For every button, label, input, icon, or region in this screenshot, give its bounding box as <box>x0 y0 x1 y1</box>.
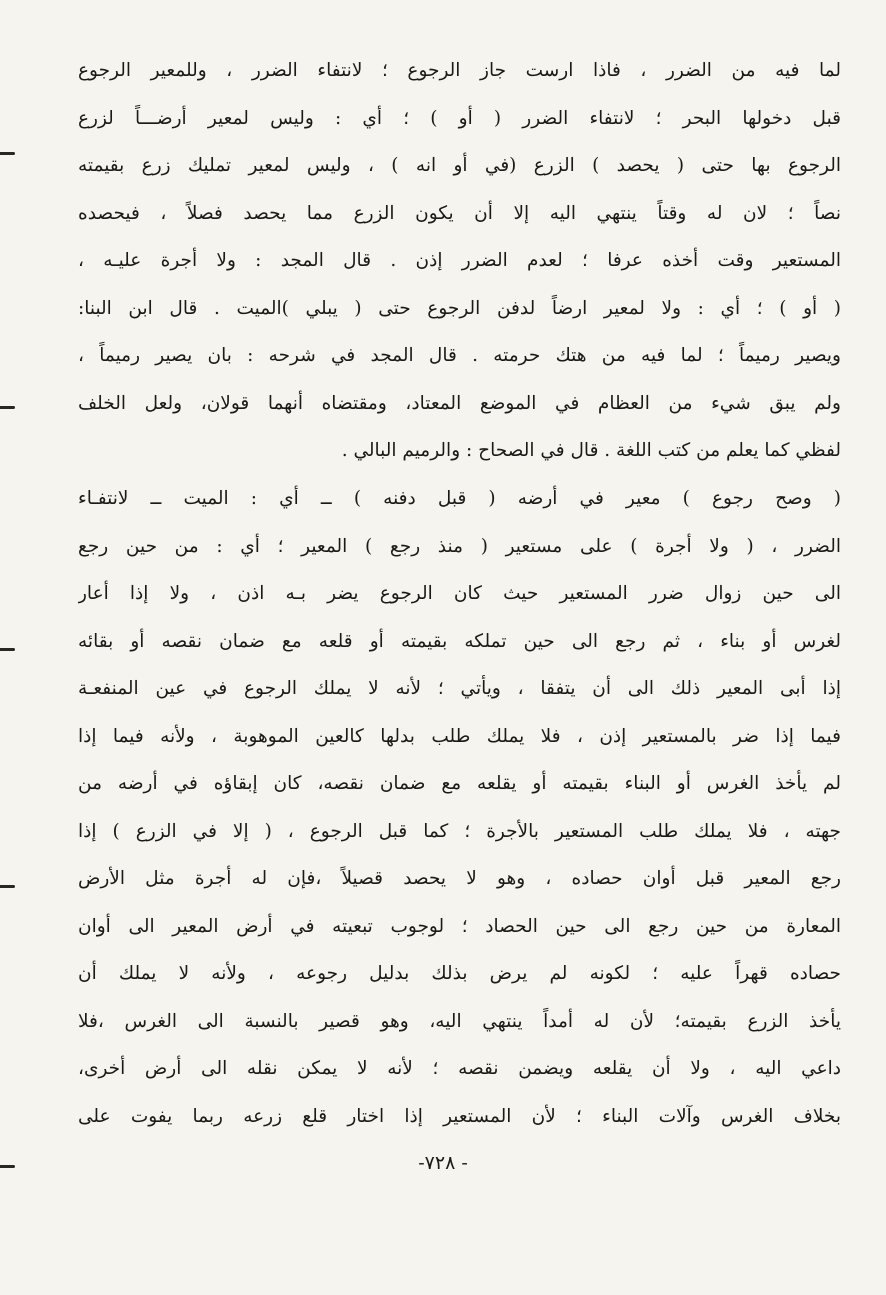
text-line: إذا أبى المعير ذلك الى أن يتفقا ، ويأتي ؛ لأنه لا يملك الرجوع في عين المنفعـة <box>78 678 841 699</box>
paragraph-2 <box>78 475 841 1140</box>
text-line: لما فيه من الضرر ، فاذا ارست جاز الرجوع ؛ لانتفاء الضرر ، وللمعير الرجوع <box>78 60 841 81</box>
text-line: الرجوع بها حتى ( يحصد ) الزرع (في أو انه ) ، وليس لمعير تمليك زرع بقيمته <box>78 155 841 176</box>
text-line: ( أو ) ؛ أي : ولا لمعير ارضاً لدفن الرجوع حتى ( يبلي )الميت . قال ابن البنا: <box>78 297 841 319</box>
text-line: ويصير رميماً ؛ لما فيه من هتك حرمته . قال المجد في شرحه : بان يصير رميماً ، <box>78 345 841 366</box>
text-line: لغرس أو بناء ، ثم رجع الى حين تملكه بقيمته أو قلعه مع ضمان نقصه أو بقائه <box>78 630 841 652</box>
text-line: بخلاف الغرس وآلات البناء ؛ لأن المستعير إذا اختار قلع زرعه ربما يفوت على <box>78 1105 841 1127</box>
text-line: حصاده قهراً عليه ؛ لكونه لم يرض بذلك بدليل رجوعه ، ولأنه لا يملك أن <box>78 963 841 984</box>
text-line: الضرر ، ( ولا أجرة ) على مستعير ( منذ رجع ) المعير ؛ أي : من حين رجع <box>78 535 841 557</box>
scan-margin-mark <box>0 406 15 409</box>
text-line: المستعير وقت أخذه عرفا ؛ لعدم الضرر إذن . قال المجد : ولا أجرة عليـه ، <box>78 250 841 271</box>
text-line: فيما إذا ضر بالمستعير إذن ، فلا يملك طلب بدلها كالعين الموهوبة ، ولأنه فيما إذا <box>78 725 841 747</box>
text-line: يأخذ الزرع بقيمته؛ لأن له أمداً ينتهي اليه، وهو قصير بالنسبة الى الغرس ،فلا <box>78 1010 841 1032</box>
text-line: ( وصح رجوع ) معير في أرضه ( قبل دفنه ) ــ أي : الميت ــ لانتفـاء <box>78 488 841 509</box>
scan-margin-mark <box>0 152 15 155</box>
text-line: لم يأخذ الغرس أو البناء بقيمته أو يقلعه مع ضمان نقصه، كان إبقاؤه في أرضه من <box>78 773 841 794</box>
text-line: ولم يبق شيء من العظام في الموضع المعتاد، ومقتضاه أنهما قولان، ولعل الخلف <box>78 392 841 414</box>
text-line: الى حين زوال ضرر المستعير حيث كان الرجوع يضر بـه اذن ، ولا إذا أعار <box>78 583 841 604</box>
scan-margin-mark <box>0 885 15 888</box>
text-line: نصاً ؛ لان له وقتاً ينتهي اليه إلا أن يكون الزرع مما يحصد فصلاً ، فيحصده <box>78 202 841 224</box>
text-line: المعارة من حين رجع الى حين الحصاد ؛ لوجوب تبعيته في أرض المعير الى أوان <box>78 915 841 937</box>
scan-margin-mark <box>0 648 15 651</box>
text-line: لفظي كما يعلم من كتب اللغة . قال في الصحاح : والرميم البالي . <box>341 440 841 461</box>
paragraph-1 <box>78 47 841 475</box>
text-line: قبل دخولها البحر ؛ لانتفاء الضرر ( أو ) ؛ أي : وليس لمعير أرضـــاً لزرع <box>78 107 841 129</box>
text-line: داعي اليه ، ولا أن يقلعه ويضمن نقصه ؛ لأنه لا يمكن نقله الى أرض أخرى، <box>78 1058 841 1079</box>
page-number: -٧٢٨ - <box>418 1152 468 1174</box>
text-line: رجع المعير قبل أوان حصاده ، وهو لا يحصد قصيلاً ،فإن له أجرة مثل الأرض <box>78 868 841 889</box>
text-line: جهته ، فلا يملك طلب المستعير بالأجرة ؛ كما قبل الرجوع ، ( إلا في الزرع ) إذا <box>78 820 841 842</box>
